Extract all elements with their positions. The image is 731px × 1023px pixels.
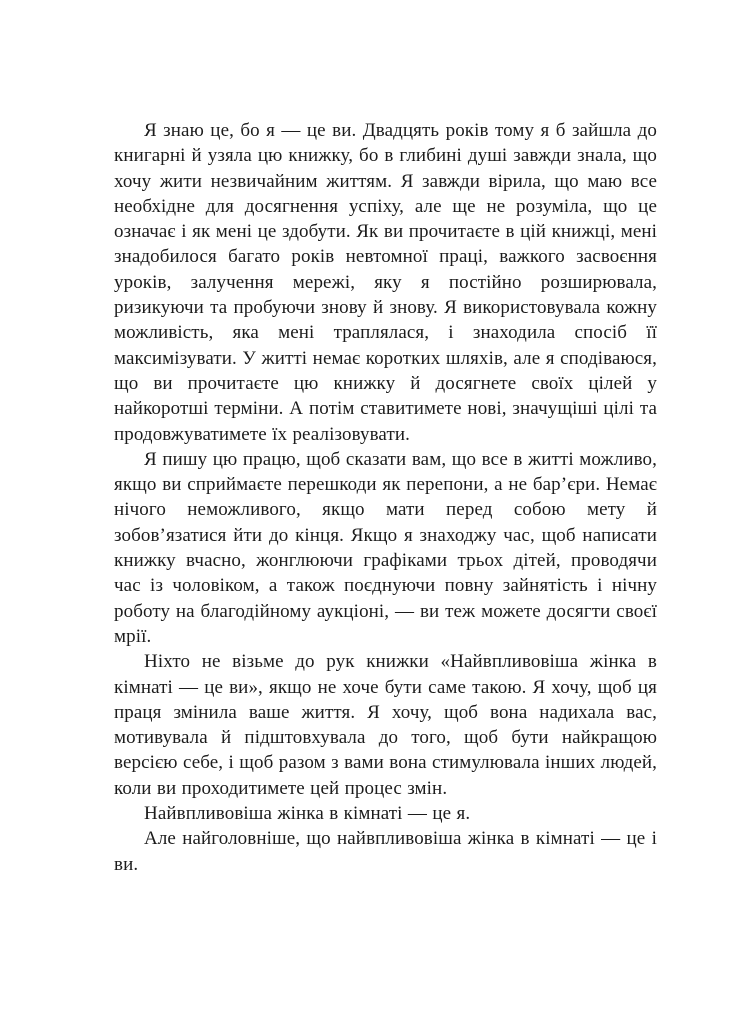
page-text bbox=[114, 118, 657, 877]
paragraph: Найвпливовіша жінка в кімнаті — це я. bbox=[144, 803, 471, 825]
paragraph: Ніхто не візьме до рук книжки «Найвпливовіша жінка в кімнаті — це ви», якщо не хоче бути саме такою. Я хочу, щоб ця праця змінила ваше життя. Я хочу, щоб вона надихала вас, мотивувала й підштовхувала до того, щоб бути найкращою версією себе, і щоб разом з вами вона стимулювала інших людей, коли ви проходитимете цей процес змін. bbox=[114, 651, 657, 799]
paragraph: Я пишу цю працю, щоб сказати вам, що все в житті можливо, якщо ви сприймаєте перешкоди як перепони, а не бар’єри. Немає нічого неможливого, якщо мати перед собою мету й зобов’язатися йти до кінця. Якщо я знаходжу час, щоб написати книжку вчасно, жонглюючи графіками трьох дітей, проводячи час із чоловіком, а також поєднуючи повну зайнятість і нічну роботу на благодійному аукціоні, — ви теж можете досягти своєї мрії. bbox=[114, 448, 657, 647]
paragraph: Я знаю це, бо я — це ви. Двадцять років тому я б зайшла до книгарні й узяла цю книжку, бо в глибині душі завжди знала, що хочу жити незвичайним життям. Я завжди вірила, що маю все необхідне для досягнення успіху, але ще не розуміла, що це означає і як мені це здобути. Як ви прочитаєте в цій книжці, мені знадобилося багато років невтомної праці, важкого засвоєння уроків, залучення мережі, яку я постійно розширювала, ризикуючи та пробуючи знову й знову. Я використовувала кожну можливість, яка мені траплялася, і знаходила спосіб її максимізувати. У житті немає коротких шляхів, але я сподіваюся, що ви прочитаєте цю книжку й досягнете своїх цілей у найкоротші терміни. А потім ставитимете нові, значущіші цілі та продовжуватимете їх реалізовувати. bbox=[114, 120, 657, 445]
paragraph: Але найголовніше, що найвпливовіша жінка в кімнаті — це і ви. bbox=[114, 828, 657, 875]
